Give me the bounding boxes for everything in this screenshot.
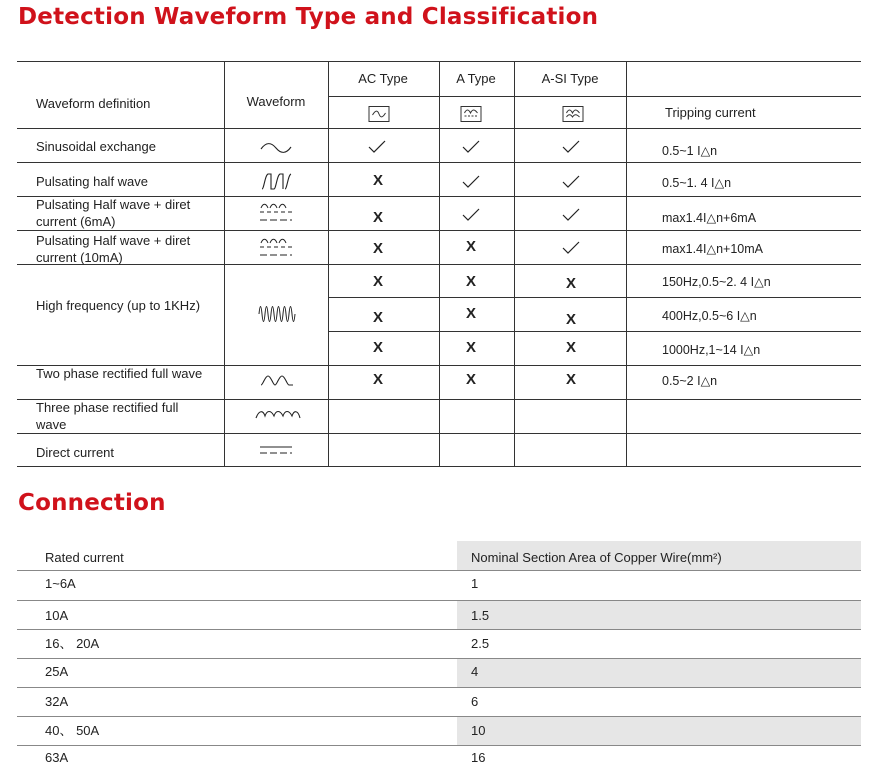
tripping-current-value: 0.5~1. 4 I△n (662, 176, 732, 190)
row-definition: Two phase rectified full wave (36, 366, 203, 381)
section-title-detection: Detection Waveform Type and Classification (18, 4, 599, 30)
half-wave-dc-icon (259, 201, 293, 225)
half-wave-dc-icon (259, 236, 293, 260)
rated-current-value: 25A (45, 664, 69, 679)
a-si-type-icon (563, 106, 584, 122)
x-mark: X (465, 238, 477, 255)
rated-current-value: 10A (45, 608, 69, 623)
two-phase-wave-icon (260, 373, 294, 387)
tripping-current-value: max1.4I△n+6mA (662, 211, 757, 225)
x-mark: X (565, 339, 577, 356)
row-definition: Pulsating Half wave + diret current (6mA) (36, 197, 191, 229)
check-mark-icon (367, 140, 387, 154)
check-mark-icon (461, 140, 481, 154)
x-mark: X (565, 311, 577, 328)
section-area-value: 6 (471, 694, 479, 709)
row-definition: Direct current (36, 445, 115, 460)
header-waveform: Waveform (246, 94, 306, 109)
row-definition: Pulsating half wave (36, 174, 149, 189)
header-rated-current: Rated current (45, 550, 124, 565)
check-mark-icon (461, 208, 481, 222)
check-mark-icon (561, 241, 581, 255)
direct-current-icon (259, 443, 293, 457)
ac-type-icon (369, 106, 390, 122)
x-mark: X (372, 273, 384, 290)
x-mark: X (565, 275, 577, 292)
section-area-value: 4 (471, 664, 479, 679)
x-mark: X (465, 305, 477, 322)
check-mark-icon (561, 140, 581, 154)
tripping-current-value: 0.5~2 I△n (662, 374, 718, 388)
section-area-value: 2.5 (471, 636, 490, 651)
connection-table (17, 541, 861, 772)
section-area-value: 1 (471, 576, 479, 591)
rated-current-value: 16、 20A (45, 636, 100, 651)
check-mark-icon (561, 175, 581, 189)
tripping-current-value: 150Hz,0.5~2. 4 I△n (662, 275, 771, 289)
tripping-current-value: 1000Hz,1~14 I△n (662, 343, 761, 357)
x-mark: X (465, 273, 477, 290)
x-mark: X (372, 339, 384, 356)
header-ac-type: AC Type (358, 71, 408, 86)
sine-wave-icon (260, 141, 292, 155)
header-waveform-definition: Waveform definition (36, 96, 151, 111)
row-definition: Sinusoidal exchange (36, 139, 156, 154)
section-area-value: 1.5 (471, 608, 490, 623)
rated-current-value: 63A (45, 750, 69, 765)
rated-current-value: 1~6A (45, 576, 76, 591)
half-wave-icon (261, 171, 293, 191)
rated-current-value: 32A (45, 694, 69, 709)
tripping-current-value: max1.4I△n+10mA (662, 242, 763, 256)
header-a-si-type: A-SI Type (541, 71, 599, 86)
x-mark: X (372, 240, 384, 257)
x-mark: X (372, 371, 384, 388)
detection-waveform-table (17, 61, 861, 467)
x-mark: X (565, 371, 577, 388)
header-tripping-current: Tripping current (665, 105, 756, 120)
header-a-type: A Type (456, 71, 496, 86)
x-mark: X (465, 371, 477, 388)
three-phase-wave-icon (255, 407, 301, 421)
section-area-value: 16 (471, 750, 486, 765)
a-type-icon (461, 106, 482, 122)
row-definition: Pulsating Half wave + diret current (10mA) (36, 233, 191, 265)
tripping-current-value: 400Hz,0.5~6 I△n (662, 309, 757, 323)
x-mark: X (372, 209, 384, 226)
row-definition: Three phase rectified full wave (36, 400, 179, 432)
tripping-current-value: 0.5~1 I△n (662, 144, 718, 158)
row-definition: High frequency (up to 1KHz) (36, 298, 201, 313)
high-frequency-icon (258, 301, 296, 327)
x-mark: X (465, 339, 477, 356)
x-mark: X (372, 172, 384, 189)
rated-current-value: 40、 50A (45, 723, 100, 738)
header-nominal-section-area: Nominal Section Area of Copper Wire(mm²) (471, 550, 722, 565)
check-mark-icon (561, 208, 581, 222)
x-mark: X (372, 309, 384, 326)
check-mark-icon (461, 175, 481, 189)
section-title-connection: Connection (18, 490, 166, 516)
section-area-value: 10 (471, 723, 486, 738)
